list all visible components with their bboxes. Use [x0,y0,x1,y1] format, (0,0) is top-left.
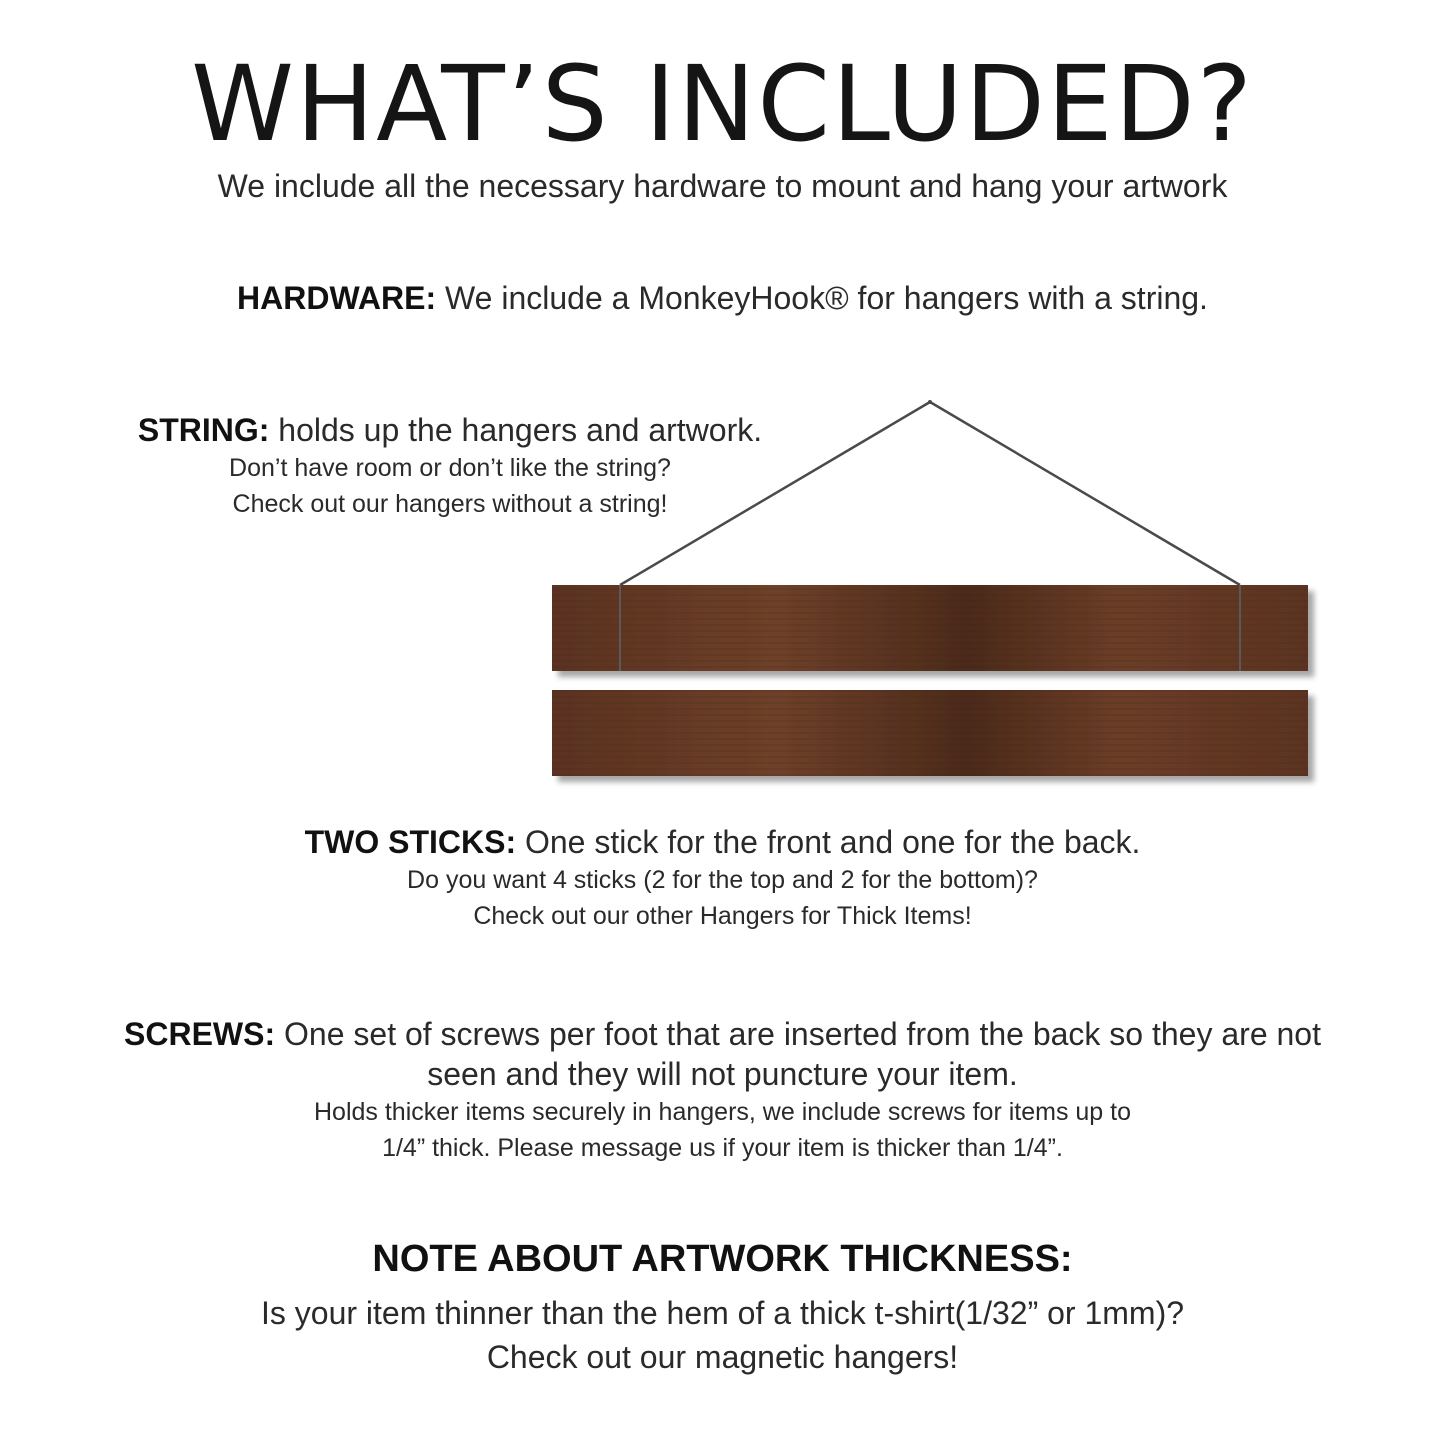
hook-point [928,400,932,404]
page-title: WHAT’S INCLUDED? [191,43,1254,165]
screws-note-2: 1/4” thick. Please message us if your item is thicker than 1/4”. [382,1134,1063,1162]
string-note-1: Don’t have room or don’t like the string? [229,454,671,482]
screws-text: One set of screws per foot that are inserted from the back so they are not seen and they will not puncture your item. [275,1016,1321,1092]
sticks-section [0,822,1445,934]
string-label: STRING: [137,412,270,448]
hardware-label: HARDWARE: [237,280,437,316]
hanging-string [620,402,1240,585]
sticks-label: TWO STICKS: [304,824,517,860]
bottom-stick [552,690,1308,776]
hardware-text: We include a MonkeyHook® for hangers with a string. [436,280,1208,316]
thickness-note-line-2: Check out our magnetic hangers! [486,1339,959,1375]
hardware-section [0,280,1445,317]
string-note-2: Check out our hangers without a string! [232,490,668,518]
sticks-note-2: Check out our other Hangers for Thick Items! [473,902,972,930]
sticks-text: One stick for the front and one for the back. [516,824,1141,860]
thickness-note-title: NOTE ABOUT ARTWORK THICKNESS: [372,1238,1073,1280]
wood-hanger-illustration [540,395,1330,795]
screws-label: SCREWS: [124,1016,276,1052]
string-text: holds up the hangers and artwork. [269,412,763,448]
thickness-note-section [0,1235,1445,1379]
screws-note-1: Holds thicker items securely in hangers, we include screws for items up to [314,1098,1131,1126]
thickness-note-line-1: Is your item thinner than the hem of a thick t-shirt(1/32” or 1mm)? [260,1295,1185,1331]
top-stick [552,585,1308,671]
screws-section [110,1014,1335,1166]
page-subtitle: We include all the necessary hardware to mount and hang your artwork [217,168,1228,204]
sticks-note-1: Do you want 4 sticks (2 for the top and 2 for the bottom)? [407,866,1038,894]
